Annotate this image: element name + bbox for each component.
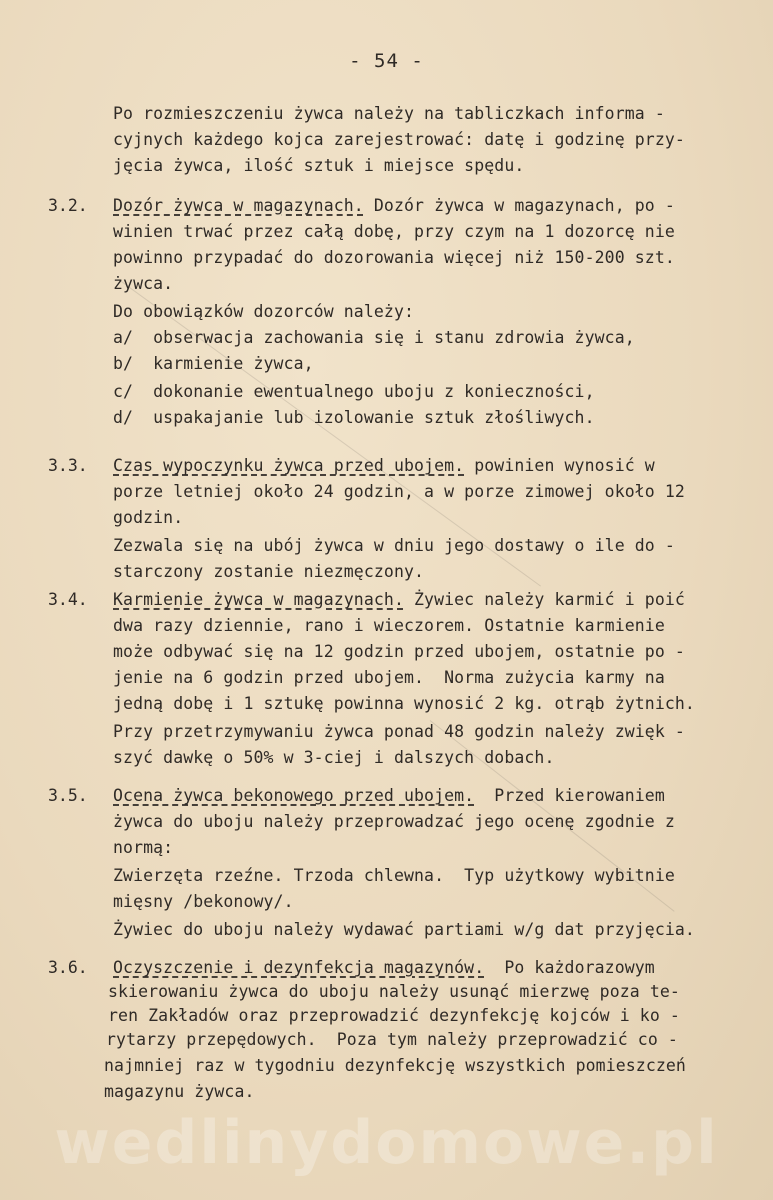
text-line: jedną dobę i 1 sztukę powinna wynosić 2 kg. otrąb żytnich. (113, 694, 695, 713)
section-number: 3.6. (48, 958, 88, 977)
text-line: najmniej raz w tygodniu dezynfekcję wszystkich pomieszczeń (104, 1056, 686, 1075)
list-item: a/ obserwacja zachowania się i stanu zdrowia żywca, (113, 328, 635, 347)
text-line: ren Zakładów oraz przeprowadzić dezynfekcję kojców i ko - (108, 1006, 680, 1025)
section-first-line (113, 588, 685, 612)
text-line: Zwierzęta rzeźne. Trzoda chlewna. Typ użytkowy wybitnie (113, 866, 675, 885)
text-line: cyjnych każdego kojca zarejestrować: datę i godzinę przy- (113, 130, 685, 149)
section-heading: Dozór żywca w magazynach. (113, 196, 364, 215)
section-number: 3.5. (48, 786, 88, 805)
text-line: Zezwala się na ubój żywca w dniu jego dostawy o ile do - (113, 536, 675, 555)
text-line: może odbywać się na 12 godzin przed ubojem, ostatnie po - (113, 642, 685, 661)
text-line: winien trwać przez całą dobę, przy czym na 1 dozorcę nie (113, 222, 675, 241)
text-line: skierowaniu żywca do uboju należy usunąć mierzwę poza te- (108, 982, 680, 1001)
section-first-line (113, 454, 655, 478)
text-span: Żywiec należy karmić i poić (403, 590, 685, 609)
text-line: Po rozmieszczeniu żywca należy na tabliczkach informa - (113, 104, 665, 123)
section-heading: Karmienie żywca w magazynach. (113, 590, 404, 609)
text-line: jęcia żywca, ilość sztuk i miejsce spędu. (113, 156, 525, 175)
text-span: Dozór żywca w magazynach, po - (363, 196, 675, 215)
list-item: c/ dokonanie ewentualnego uboju z konieczności, (113, 382, 595, 401)
section-first-line (113, 784, 665, 808)
text-span: Po każdorazowym (484, 958, 655, 977)
text-line: godzin. (113, 508, 184, 527)
list-item: d/ uspakajanie lub izolowanie sztuk złośliwych. (113, 408, 595, 427)
watermark: wedlinydomowe.pl (54, 1108, 719, 1178)
text-span: powinien wynosić w (464, 456, 655, 475)
text-line: rytarzy przepędowych. Poza tym należy przeprowadzić co - (106, 1030, 678, 1049)
section-number: 3.3. (48, 456, 88, 475)
text-line: żywca. (113, 274, 174, 293)
section-heading: Czas wypoczynku żywca przed ubojem. (113, 456, 465, 475)
section-first-line (113, 956, 655, 980)
text-line: porze letniej około 24 godzin, a w porze zimowej około 12 (113, 482, 685, 501)
text-span: Przed kierowaniem (474, 786, 665, 805)
section-number: 3.2. (48, 196, 88, 215)
text-line: dwa razy dziennie, rano i wieczorem. Ostatnie karmienie (113, 616, 665, 635)
section-heading: Ocena żywca bekonowego przed ubojem. (113, 786, 475, 805)
section-heading: Oczyszczenie i dezynfekcja magazynów. (113, 958, 485, 977)
section-first-line (113, 194, 675, 218)
text-line: jenie na 6 godzin przed ubojem. Norma zużycia karmy na (113, 668, 665, 687)
text-line: mięsny /bekonowy/. (113, 892, 294, 911)
text-line: magazynu żywca. (104, 1082, 255, 1101)
text-line: żywca do uboju należy przeprowadzać jego ocenę zgodnie z (113, 812, 675, 831)
list-item: b/ karmienie żywca, (113, 354, 314, 373)
text-line: Żywiec do uboju należy wydawać partiami w/g dat przyjęcia. (113, 920, 695, 939)
text-line: szyć dawkę o 50% w 3-ciej i dalszych dobach. (113, 748, 555, 767)
text-line: normą: (113, 838, 174, 857)
text-line: Przy przetrzymywaniu żywca ponad 48 godzin należy zwięk - (113, 722, 685, 741)
text-line: starczony zostanie niezmęczony. (113, 562, 425, 581)
page-number: - 54 - (349, 50, 424, 72)
section-number: 3.4. (48, 590, 88, 609)
text-line: Do obowiązków dozorców należy: (113, 302, 415, 321)
text-line: powinno przypadać do dozorowania więcej niż 150-200 szt. (113, 248, 675, 267)
